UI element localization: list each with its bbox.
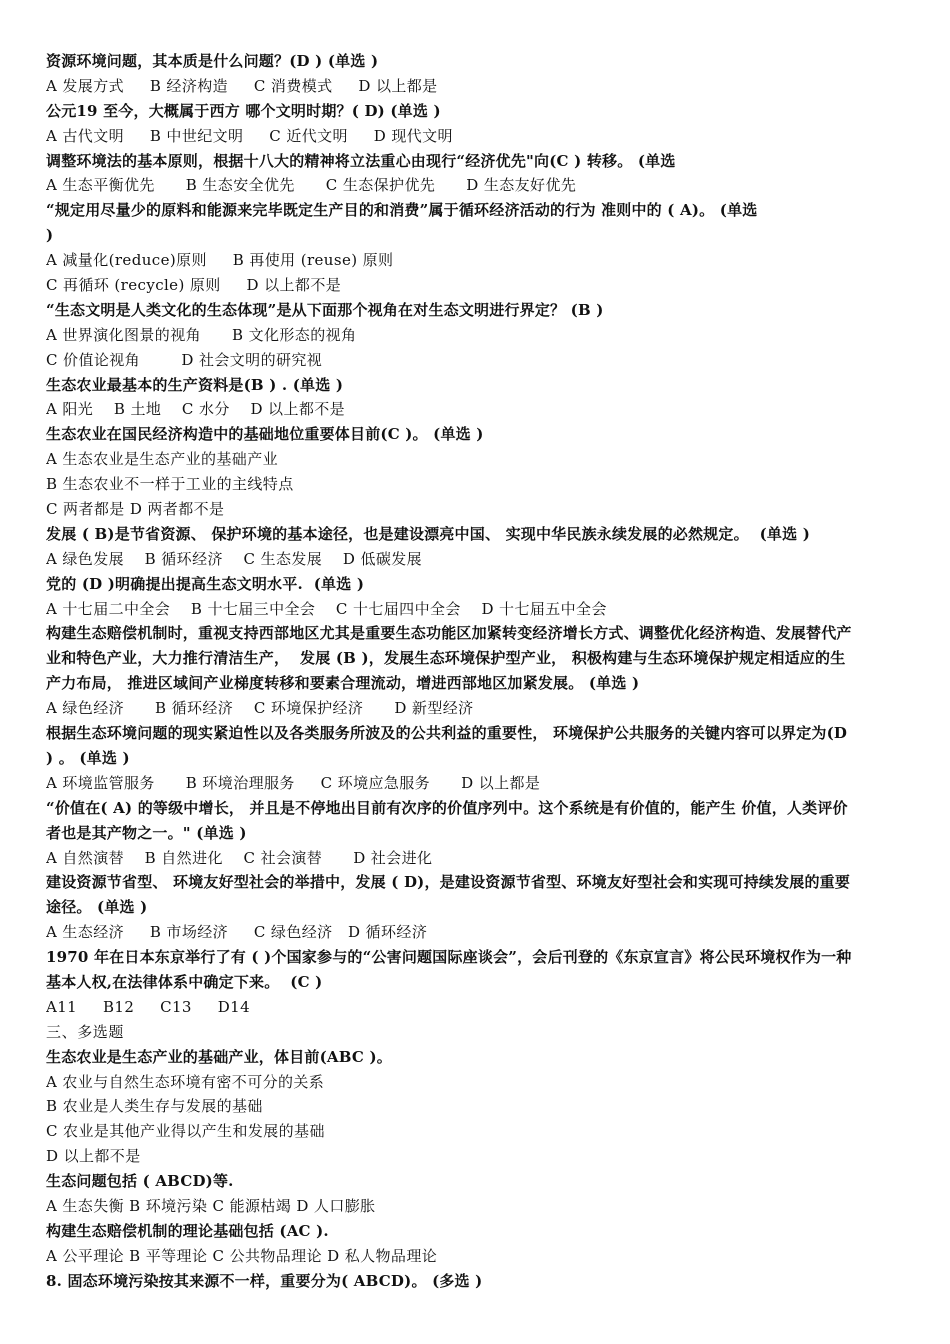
option-line: A 公平理论 B 平等理论 C 公共物品理论 D 私人物品理论: [46, 1246, 438, 1265]
option-line: D 以上都不是: [46, 1147, 141, 1166]
question-text: 生态问题包括 ( ABCD)等.: [46, 1172, 234, 1191]
question-text: 产力布局， 推进区域间产业梯度转移和要素合理流动，增进西部地区加紧发展。 (单选 ): [46, 674, 640, 693]
question-text: 建设资源节省型、 环境友好型社会的举措中，发展 ( D)，是建设资源节省型、环境友好型社会和实现可持续发展的重要: [46, 873, 851, 892]
option-line: A 阳光 B 土地 C 水分 D 以上都不是: [46, 400, 346, 419]
option-line: A 绿色经济 B 循环经济 C 环境保护经济 D 新型经济: [46, 699, 474, 718]
question-text: 公元19 至今，大概属于西方 哪个文明时期？( D) (单选 ): [46, 101, 441, 120]
question-text: ) 。 (单选 ): [46, 748, 130, 767]
option-line: C 农业是其他产业得以产生和发展的基础: [46, 1122, 325, 1141]
question-text: 资源环境问题，其本质是什么问题？(D ) (单选 ): [46, 52, 379, 70]
option-line: C 两者都是 D 两者都不是: [46, 500, 225, 519]
question-text: 生态农业最基本的生产资料是(B ) . (单选 ): [46, 375, 344, 394]
option-line: A 生态农业是生态产业的基础产业: [46, 450, 279, 469]
section-heading: 三、多选题: [46, 1022, 125, 1041]
question-text: 构建生态赔偿机制时，重视支持西部地区尤其是重要生态功能区加紧转变经济增长方式、调整优化经济构造、发展替代产: [46, 624, 852, 643]
question-text: 1970 年在日本东京举行了有 ( )个国家参与的“公害问题国际座谈会”，会后刊登的《东京宣言》将公民环境权作为一种: [46, 948, 852, 967]
question-text: 基本人权,在法律体系中确定下来。 (C ): [46, 972, 323, 991]
question-text: 途径。 (单选 ): [46, 898, 148, 917]
option-line: A11 B12 C13 D14: [46, 997, 251, 1016]
question-text: “生态文明是人类文化的生态体现”是从下面那个视角在对生态文明进行界定？ (B ): [46, 300, 604, 319]
question-text: 构建生态赔偿机制的理论基础包括 (AC ).: [46, 1221, 329, 1240]
option-line: A 生态平衡优先 B 生态安全优先 C 生态保护优先 D 生态友好优先: [46, 176, 577, 195]
option-line: A 绿色发展 B 循环经济 C 生态发展 D 低碳发展: [46, 549, 423, 568]
question-text: 生态农业在国民经济构造中的基础地位重要体目前(C )。 (单选 ): [46, 425, 484, 444]
option-line: A 生态失衡 B 环境污染 C 能源枯竭 D 人口膨胀: [46, 1196, 376, 1215]
question-text: 调整环境法的基本原则，根据十八大的精神将立法重心由现行“经济优先"向(C ) 转移。 (单选: [46, 151, 676, 170]
option-line: A 自然演替 B 自然进化 C 社会演替 D 社会进化: [46, 848, 433, 867]
option-line: C 再循环 (recycle) 原则 D 以上都不是: [46, 276, 342, 295]
option-line: A 世界演化图景的视角 B 文化形态的视角: [46, 325, 357, 344]
question-text: 业和特色产业，大力推行清洁生产， 发展 (B )，发展生态环境保护型产业， 积极构建与生态环境保护规定相适应的生: [46, 649, 846, 668]
option-line: C 价值论视角 D 社会文明的研究视: [46, 350, 323, 369]
option-line: A 古代文明 B 中世纪文明 C 近代文明 D 现代文明: [46, 126, 453, 145]
question-text: 根据生态环境问题的现实紧迫性以及各类服务所波及的公共利益的重要性， 环境保护公共服务的关键内容可以界定为(D: [46, 724, 848, 743]
question-text: 者也是其产物之一。" (单选 ): [46, 823, 247, 842]
document-body: [46, 49, 916, 1294]
question-text: 8. 固态环境污染按其来源不一样，重要分为( ABCD)。 (多选 ): [46, 1271, 483, 1290]
option-line: A 减量化(reduce)原则 B 再使用 (reuse) 原则: [46, 251, 394, 270]
option-line: A 发展方式 B 经济构造 C 消费模式 D 以上都是: [46, 76, 438, 95]
question-text: 生态农业是生态产业的基础产业，体目前(ABC )。: [46, 1047, 392, 1066]
question-text: 发展 ( B)是节省资源、 保护环境的基本途径，也是建设漂亮中国、 实现中华民族永续发展的必然规定。 (单选 ): [46, 524, 811, 543]
question-text: ): [46, 226, 54, 245]
question-text: “规定用尽量少的原料和能源来完毕既定生产目的和消费”属于循环经济活动的行为 准则中的 ( A)。 (单选: [46, 201, 758, 220]
option-line: A 农业与自然生态环境有密不可分的关系: [46, 1072, 325, 1091]
option-line: B 生态农业不一样于工业的主线特点: [46, 475, 294, 494]
option-line: B 农业是人类生存与发展的基础: [46, 1097, 263, 1116]
option-line: A 十七届二中全会 B 十七届三中全会 C 十七届四中全会 D 十七届五中全会: [46, 599, 607, 618]
question-text: “价值在( A) 的等级中增长， 并且是不停地出目前有次序的价值序列中。这个系统是有价值的，能产生 价值，人类评价: [46, 798, 848, 817]
question-text: 党的 (D )明确提出提高生态文明水平. (单选 ): [46, 574, 365, 593]
option-line: A 生态经济 B 市场经济 C 绿色经济 D 循环经济: [46, 923, 428, 942]
option-line: A 环境监管服务 B 环境治理服务 C 环境应急服务 D 以上都是: [46, 773, 541, 792]
